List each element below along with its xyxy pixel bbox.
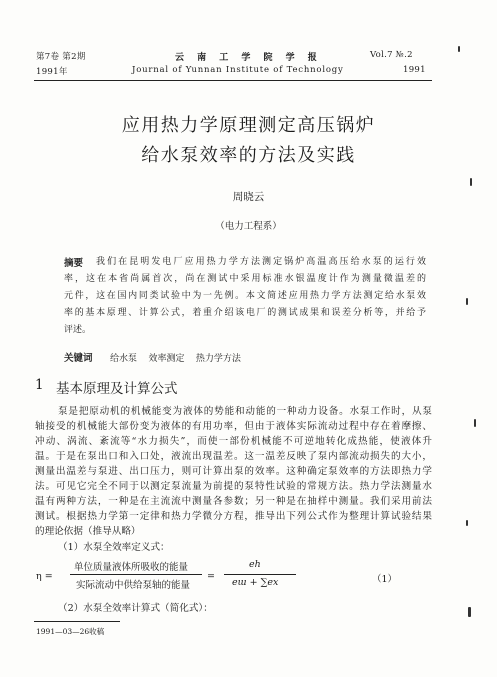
equation-denominator-2: eɯ + ∑ex	[232, 577, 279, 588]
list-item-2: （2）水泵全效率计算式（简化式）：	[58, 603, 213, 614]
volume-en: Vol.7 №.2	[370, 50, 413, 60]
affiliation: （电力工程系）	[215, 221, 282, 232]
section-number: 1	[35, 377, 44, 393]
body-line-7: 温有两种方法，一种是在主流流中测量各参数；另一种是在抽样中测量。我们采用前法	[35, 496, 432, 507]
year-right: 1991	[403, 65, 426, 75]
abstract-line-1: 我们在昆明发电厂应用热力学方法测定锅炉高温高压给水泵的运行效	[96, 257, 426, 267]
scan-mark	[466, 520, 468, 526]
fraction-bar-2	[224, 574, 296, 575]
list-item-1: （1）水泵全效率定义式：	[58, 542, 170, 553]
received-date: 1991—03—26收稿	[36, 627, 105, 636]
abstract-line-5: 评述。	[64, 325, 92, 335]
journal-title-en: Journal of Yunnan Institute of Technology	[132, 65, 344, 75]
body-line-4: 温。于是在泵出口和入口处，液流出现温差。这一温差反映了泵内部流动损失的大小，	[35, 451, 432, 462]
paper-title-line1: 应用热力学原理测定高压锅炉	[121, 115, 376, 136]
equation-denominator: 实际流动中供给泵轴的能量	[76, 580, 191, 591]
equation-lhs: η =	[36, 571, 53, 582]
author-name: 周晓云	[232, 191, 265, 203]
equation-numerator: 单位质量液体所吸收的能量	[74, 562, 189, 573]
body-line-3: 冲动、涡流、紊流等“水力损失”，而使一部份机械能不可逆地转化成热能，使液体升	[35, 436, 432, 447]
volume-issue: 第7卷 第2期	[36, 52, 86, 62]
abstract-line-3: 元件，这在国内同类试验中为一先例。本文简述应用热力学方法测定给水泵效	[64, 291, 426, 301]
paper-title-line2: 给水泵效率的方法及实践	[141, 145, 356, 166]
section-title: 基本原理及计算公式	[56, 381, 178, 397]
body-line-6: 法。可见它完全不同于以测定泵流量为前提的泵特性试验的常规方法。热力学法测量水	[35, 481, 432, 492]
abstract-label: 摘要	[64, 258, 84, 269]
scan-mark	[474, 419, 476, 427]
keywords-list: 给水泵 效率测定 热力学方法	[110, 354, 241, 364]
body-line-9: 的理论依据（推导从略）	[35, 526, 141, 537]
body-line-2: 轴接受的机械能大部份变为液体的有用功率，但由于液体实际流动过程中存在着摩擦、	[35, 421, 432, 432]
abstract-line-4: 率的基本原理、计算公式，着重介绍该电厂的测试成果和误差分析等，并给予	[64, 308, 426, 318]
journal-title-cn: 云 南 工 学 院 学 报	[175, 53, 322, 63]
year-left: 1991年	[36, 67, 68, 77]
equation-number: （1）	[372, 574, 398, 585]
equation-numerator-2: eh	[249, 559, 261, 570]
header-rule	[34, 80, 432, 81]
scan-mark	[458, 46, 460, 52]
scan-mark	[466, 298, 468, 305]
scan-mark	[468, 607, 471, 617]
body-line-8: 测试。根据热力学第一定律和热力学微分方程，推导出下列公式作为整理计算试验结果	[35, 511, 432, 522]
scan-mark	[470, 178, 472, 186]
equation-equals: =	[207, 571, 215, 582]
fraction-bar	[70, 574, 202, 575]
abstract-line-2: 率，这在本省尚属首次，尚在测试中采用标准水银温度计作为测量微温差的	[64, 274, 426, 284]
body-line-5: 测量出温差与泵进、出口压力，则可计算出泵的效率。这种确定泵效率的方法即热力学	[35, 466, 432, 477]
keywords-label: 关键词	[64, 353, 93, 364]
body-line-1: 泵是把原动机的机械能变为液体的势能和动能的一种动力设备。水泵工作时，从泵	[58, 406, 432, 417]
footnote-rule	[34, 621, 120, 622]
